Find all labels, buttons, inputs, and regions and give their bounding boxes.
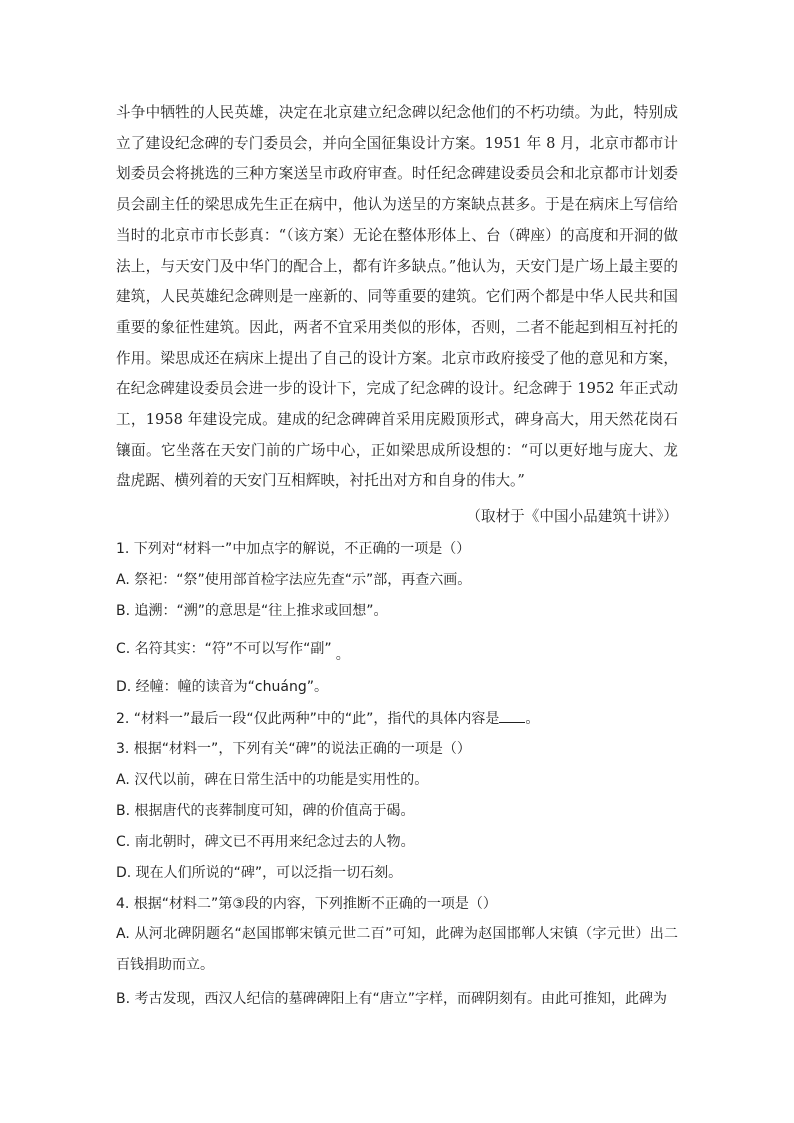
question-3-option-b: B. 根据唐代的丧葬制度可知，碑的价值高于碣。: [116, 803, 415, 819]
question-2-stem: [116, 708, 678, 729]
answer-blank[interactable]: [499, 708, 525, 723]
question-4-option-b: B. 考古发现，西汉人纪信的墓碑碑阳上有“唐立”字样，而碑阴刻有。由此可推知，此碑为: [116, 991, 668, 1007]
question-1-option-a: A. 祭祀：“祭”使用部首检字法应先查“示”部，再查六画。: [116, 572, 472, 588]
question-1-option-b: B. 追溯：“溯”的意思是“往上推求或回想”。: [116, 603, 388, 619]
question-1-stem: 1. 下列对“材料一”中加点字的解说，不正确的一项是（）: [116, 541, 471, 557]
passage-text: 斗争中牺牲的人民英雄，决定在北京建立纪念碑以纪念他们的不朽功绩。为此，特别成立了建设纪念碑的专门委员会，并向全国征集设计方案。1951 年 8 月，北京市都市计划委员会将挑选的三种方案送呈市政府审查。时任纪念碑建设委员会和北京都市计划委员会副主任的梁思成先生正在病中，他认为送呈的方案缺点甚多。于是在病床上写信给当时的北京市市长彭真：“（该方案）无论在整体形体上、台（碑座）的高度和开洞的做法上，与天安门及中华门的配合上，都有许多缺点。”他认为，天安门是广场上最主要的建筑，人民英雄纪念碑则是一座新的、同等重要的建筑。它们两个都是中华人民共和国重要的象征性建筑。因此，两者不宜采用类似的形体，否则，二者不能起到相互衬托的作用。梁思成还在病床上提出了自己的设计方案。北京市政府接受了他的意见和方案，在纪念碑建设委员会进一步的设计下，完成了纪念碑的设计。纪念碑于 1952 年正式动工，1958 年建设完成。建成的纪念碑碑首采用庑殿顶形式，碑身高大，用天然花岗石镶面。它坐落在天安门前的广场中心，正如梁思成所设想的：“可以更好地与庞大、龙盘虎踞、横列着的天安门互相辉映，衬托出对方和自身的伟大。”: [116, 104, 678, 490]
question-3-option-c: C. 南北朝时，碑文已不再用来纪念过去的人物。: [116, 834, 415, 850]
question-4-option-a: A. 从河北碑阴题名“赵国邯郸宋镇元世二百”可知，此碑为赵国邯郸人宋镇（字元世）出二百钱捐助而立。: [116, 926, 678, 973]
source-citation: （取材于《中国小品建筑十讲》）: [466, 508, 678, 525]
question-3-option-a: A. 汉代以前，碑在日常生活中的功能是实用性的。: [116, 772, 429, 788]
question-1-option-c: [116, 639, 678, 663]
question-3-option-d: D. 现在人们所说的“碑”，可以泛指一切石刻。: [116, 865, 403, 881]
question-4-stem: 4. 根据“材料二”第③段的内容，下列推断不正确的一项是（）: [116, 896, 497, 912]
question-1-option-d: D. 经幢：幢的读音为“chuáng”。: [116, 679, 328, 695]
question-2-stem-text: 2. “材料一”最后一段“仅此两种”中的“此”，指代的具体内容是: [116, 711, 500, 727]
question-1-option-c-mark: 。: [335, 647, 350, 663]
question-1-option-c-text: C. 名符其实：“符”不可以写作“副”: [116, 641, 332, 657]
question-2-stem-end: 。: [525, 711, 540, 727]
question-3-stem: 3. 根据“材料一”，下列有关“碑”的说法正确的一项是（）: [116, 741, 471, 757]
